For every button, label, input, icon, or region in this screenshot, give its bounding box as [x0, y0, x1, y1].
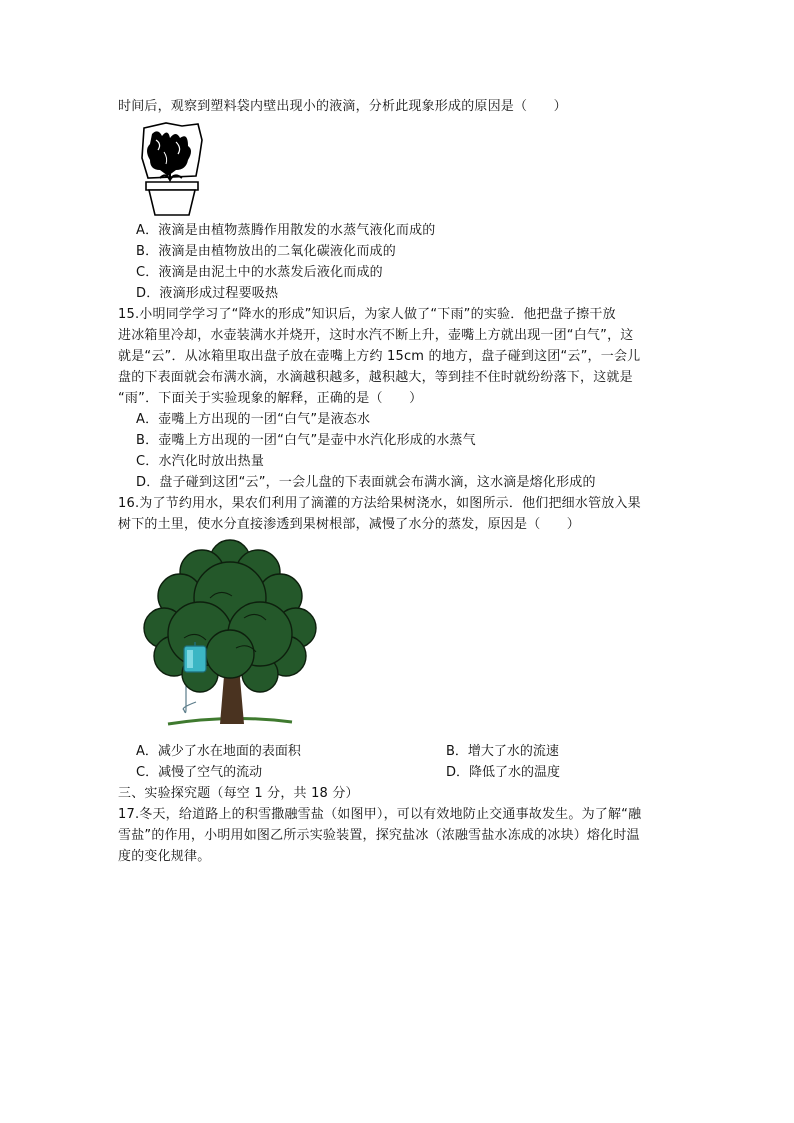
q15-option-b: B．壶嘴上方出现的一团“白气”是壶中水汽化形成的水蒸气 — [136, 433, 476, 448]
q15-line-4: 盘的下表面就会布满水滴，水滴越积越多，越积越大，等到挂不住时就纷纷落下，这就是 — [118, 370, 633, 385]
q15-option-a: A．壶嘴上方出现的一团“白气”是液态水 — [136, 412, 371, 427]
q14-option-b: B．液滴是由植物放出的二氧化碳液化而成的 — [136, 244, 396, 259]
section-3-title: 三、实验探究题（每空 1 分，共 18 分） — [118, 786, 359, 801]
q15-line-1: 15.小明同学学习了“降水的形成”知识后，为家人做了“下雨”的实验．他把盘子擦干放 — [118, 307, 616, 322]
q16-option-b: B．增大了水的流速 — [446, 744, 559, 759]
q16-line-2: 树下的土里，使水分直接渗透到果树根部，减慢了水分的蒸发，原因是（ ） — [118, 517, 581, 532]
q16-option-c: C．减慢了空气的流动 — [136, 765, 263, 780]
q17-line-1: 17.冬天，给道路上的积雪撒融雪盐（如图甲），可以有效地防止交通事故发生。为了解“融 — [118, 807, 642, 822]
q15-option-c: C．水汽化时放出热量 — [136, 454, 265, 469]
q16-line-1: 16.为了节约用水，果农们利用了滴灌的方法给果树浇水，如图所示．他们把细水管放入果 — [118, 496, 641, 511]
q16-option-a: A．减少了水在地面的表面积 — [136, 744, 301, 759]
q15-line-3: 就是“云”．从冰箱里取出盘子放在壶嘴上方约 15cm 的地方，盘子碰到这团“云”，一会儿 — [118, 349, 641, 364]
q17-line-2: 雪盐”的作用，小明用如图乙所示实验装置，探究盐冰（浓融雪盐水冻成的冰块）熔化时温 — [118, 828, 640, 843]
q16-option-d: D．降低了水的温度 — [446, 765, 561, 780]
q15-line-2: 进冰箱里冷却，水壶装满水并烧开，这时水汽不断上升，壶嘴上方就出现一团“白气”，这 — [118, 328, 634, 343]
plant-bag-figure — [136, 120, 208, 218]
q15-option-d: D．盘子碰到这团“云”，一会儿盘的下表面就会布满水滴，这水滴是熔化形成的 — [136, 475, 596, 490]
q17-line-3: 度的变化规律。 — [118, 849, 211, 864]
q14-stem: 时间后，观察到塑料袋内壁出现小的液滴，分析此现象形成的原因是（ ） — [118, 99, 567, 114]
q14-option-a: A．液滴是由植物蒸腾作用散发的水蒸气液化而成的 — [136, 223, 436, 238]
drip-irrigation-tree-figure — [140, 538, 320, 734]
q15-line-5: “雨”．下面关于实验现象的解释，正确的是（ ） — [118, 391, 423, 406]
q14-option-d: D．液滴形成过程要吸热 — [136, 286, 279, 301]
q14-option-c: C．液滴是由泥土中的水蒸发后液化而成的 — [136, 265, 383, 280]
